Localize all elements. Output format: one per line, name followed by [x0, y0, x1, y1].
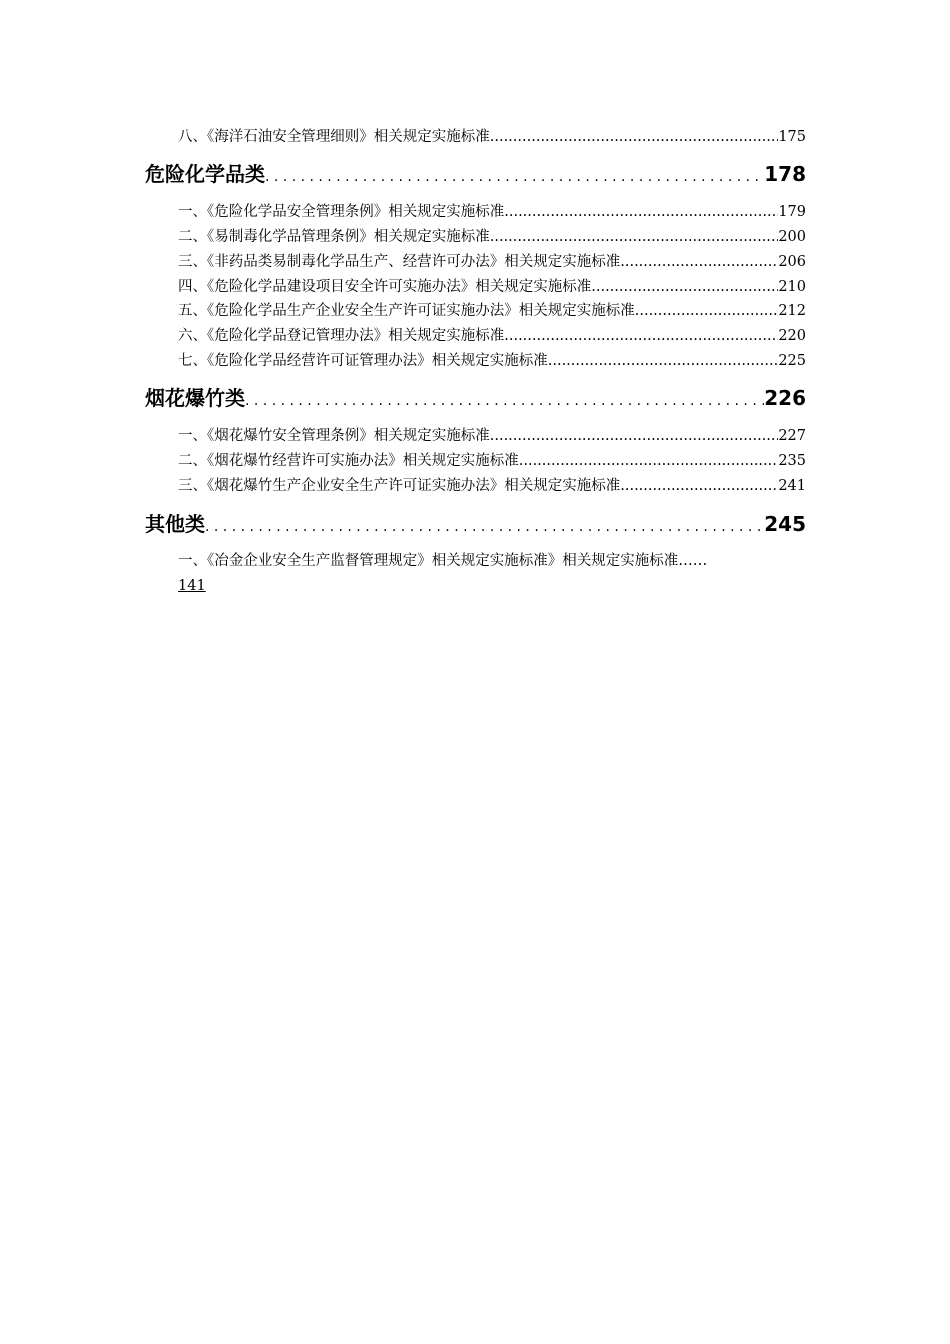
toc-section-heading[interactable]	[145, 384, 806, 412]
dot-leader	[490, 126, 779, 148]
toc-entry[interactable]	[178, 425, 806, 447]
toc-entry-label: 二、《易制毒化学品管理条例》相关规定实施标准	[178, 229, 490, 245]
dot-leader	[635, 300, 779, 322]
toc-entry-label: 六、《危险化学品登记管理办法》相关规定实施标准	[178, 328, 505, 344]
toc-entry-label: 二、《烟花爆竹经营许可实施办法》相关规定实施标准	[178, 453, 519, 469]
toc-entry-page: 220	[778, 328, 806, 344]
toc-entry-page-link[interactable]: 141	[178, 578, 206, 594]
toc-section-page: 245	[764, 512, 806, 536]
toc-entry-label: 八、《海洋石油安全管理细则》相关规定实施标准	[178, 129, 490, 145]
toc-entry-page: 179	[778, 204, 806, 220]
dot-leader	[591, 276, 778, 298]
toc-entry[interactable]	[178, 350, 806, 372]
toc-entry[interactable]	[178, 325, 806, 347]
toc-entry-page: 206	[778, 254, 806, 270]
dot-leader	[245, 384, 764, 412]
toc-entry-label: 四、《危险化学品建设项目安全许可实施办法》相关规定实施标准	[178, 279, 592, 295]
toc-entry-label: 五、《危险化学品生产企业安全生产许可证实施办法》相关规定实施标准	[178, 303, 635, 319]
dot-leader	[620, 475, 778, 497]
toc-section-title: 危险化学品类	[145, 162, 265, 186]
dot-leader	[504, 325, 778, 347]
dot-leader	[205, 510, 764, 538]
toc-entry[interactable]	[178, 226, 806, 248]
toc-section-title: 烟花爆竹类	[145, 386, 245, 410]
toc-section-page: 226	[764, 386, 806, 410]
toc-section-heading[interactable]	[145, 510, 806, 538]
dot-leader	[620, 251, 778, 273]
dot-leader	[265, 160, 764, 188]
dot-leader	[519, 450, 779, 472]
toc-entry-page: 227	[778, 428, 806, 444]
toc-entry-label: 三、《烟花爆竹生产企业安全生产许可证实施办法》相关规定实施标准	[178, 478, 621, 494]
toc-entry-page: 212	[778, 303, 806, 319]
toc-entry-label: 三、《非药品类易制毒化学品生产、经营许可办法》相关规定实施标准	[178, 254, 621, 270]
toc-entry-label: 一、《危险化学品安全管理条例》相关规定实施标准	[178, 204, 505, 220]
toc-entry[interactable]	[178, 251, 806, 273]
toc-entry-page: 175	[778, 129, 806, 145]
dot-leader	[490, 226, 779, 248]
toc-entry-page: 200	[778, 229, 806, 245]
toc-entry-page: 225	[778, 353, 806, 369]
dot-leader	[548, 350, 779, 372]
toc-entry[interactable]	[178, 475, 806, 497]
dot-leader	[504, 201, 778, 223]
toc-section-title: 其他类	[145, 512, 205, 536]
dot-leader	[490, 425, 779, 447]
toc-entry-page: 241	[778, 478, 806, 494]
toc-entry-label: 七、《危险化学品经营许可证管理办法》相关规定实施标准	[178, 353, 548, 369]
toc-section-heading[interactable]	[145, 160, 806, 188]
toc-entry-label[interactable]: 一、《冶金企业安全生产监督管理规定》相关规定实施标准》相关规定实施标准……	[178, 553, 708, 569]
toc-entry-page: 235	[778, 453, 806, 469]
toc-entry-page: 210	[778, 279, 806, 295]
toc-entry[interactable]	[178, 450, 806, 472]
toc-entry[interactable]	[178, 300, 806, 322]
toc-entry[interactable]	[178, 201, 806, 223]
toc-entry-label: 一、《烟花爆竹安全管理条例》相关规定实施标准	[178, 428, 490, 444]
toc-section-page: 178	[764, 162, 806, 186]
toc-entry[interactable]	[178, 126, 806, 148]
toc-entry[interactable]	[178, 276, 806, 298]
